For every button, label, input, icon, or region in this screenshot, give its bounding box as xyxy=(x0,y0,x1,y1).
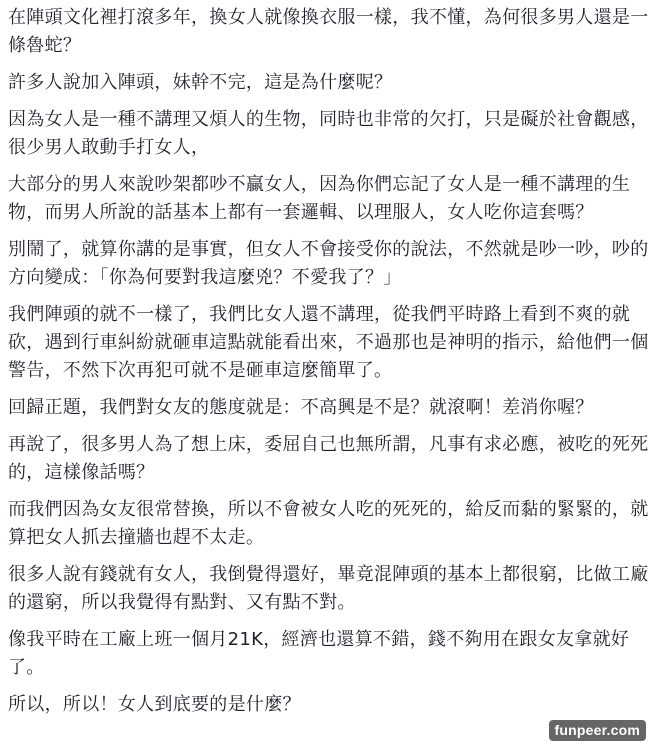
paragraph-6: 我們陣頭的就不一樣了，我們比女人還不講理，從我們平時路上看到不爽的就砍，遇到行車糾紛就砸車這點就能看出來，不過那也是神明的指示，給他們一個警告，不然下次再犯可就不是砸車這麼簡單了。 xyxy=(8,304,649,381)
paragraph-3: 因為女人是一種不講理又煩人的生物，同時也非常的欠打，只是礙於社會觀感，很少男人敢動手打女人， xyxy=(8,109,649,158)
paragraph-12: 所以，所以！女人到底要的是什麼？ xyxy=(8,694,301,715)
paragraph-11: 像我平時在工廠上班一個月21K，經濟也還算不錯，錢不夠用在跟女友拿就好了。 xyxy=(8,629,630,678)
paragraph-9: 而我們因為女友很常替換，所以不會被女人吃的死死的，給反而黏的緊緊的，就算把女人抓去撞牆也趕不太走。 xyxy=(8,499,649,548)
paragraph-8: 再說了，很多男人為了想上床，委屈自己也無所謂，凡事有求必應，被吃的死死的，這樣像話嗎？ xyxy=(8,434,649,483)
site-watermark: funpeer.com xyxy=(549,720,646,741)
paragraph-5: 別鬧了，就算你講的是事實，但女人不會接受你的說法，不然就是吵一吵，吵的方向變成：「你為何要對我這麼兇？不愛我了？」 xyxy=(8,239,649,288)
paragraph-1: 在陣頭文化裡打滾多年，換女人就像換衣服一樣，我不懂，為何很多男人還是一條魯蛇？ xyxy=(8,7,649,56)
paragraph-10: 很多人說有錢就有女人，我倒覺得還好，畢竟混陣頭的基本上都很窮，比做工廠的還窮，所以我覺得有點對、又有點不對。 xyxy=(8,564,649,613)
paragraph-7: 回歸正題，我們對女友的態度就是：不高興是不是？就滾啊！差消你喔？ xyxy=(8,397,594,418)
paragraph-2: 許多人說加入陣頭，妹幹不完，這是為什麼呢？ xyxy=(8,72,393,93)
paragraph-4: 大部分的男人來說吵架都吵不贏女人，因為你們忘記了女人是一種不講理的生物，而男人所說的話基本上都有一套邏輯、以理服人，女人吃你這套嗎？ xyxy=(8,174,631,223)
post-body xyxy=(8,4,652,728)
